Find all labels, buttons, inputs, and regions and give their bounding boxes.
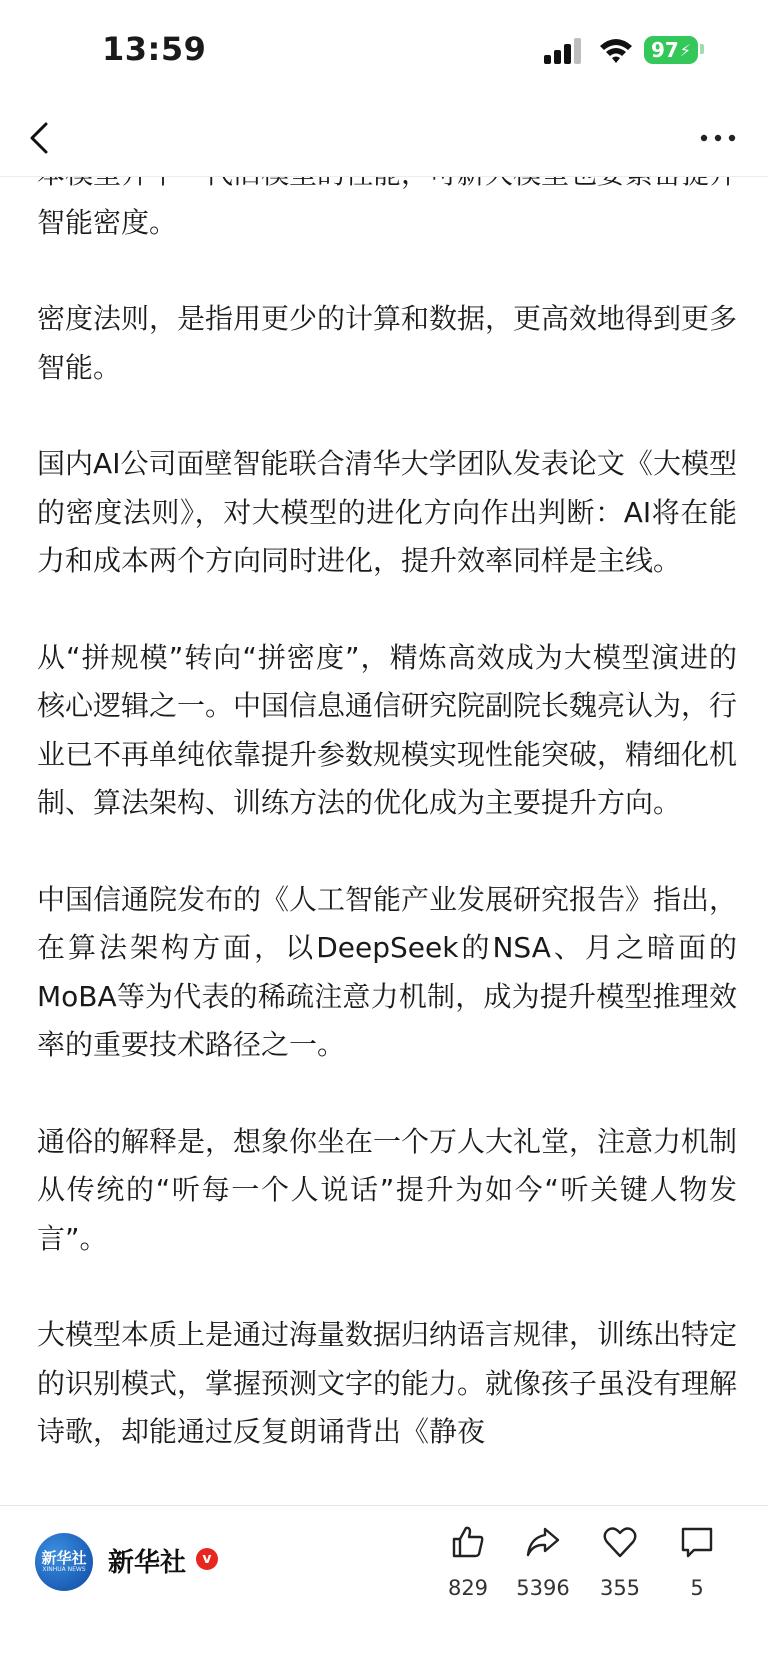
comment-button[interactable] [657,1524,737,1614]
article-body [37,150,737,1505]
article-paragraph: 智能密度。 [37,205,178,239]
article-paragraph: 通俗的解释是，想象你坐在一个万人大礼堂，注意力机制从传统的“听每一个人说话”提升为如今“听关键人物发言”。 [37,1124,738,1255]
battery-level: 97 [650,38,679,62]
share-arrow-icon [525,1524,561,1560]
favorite-button[interactable] [580,1524,660,1614]
article-paragraph: 中国信通院发布的《人工智能产业发展研究报告》指出，在算法架构方面，以DeepSeek的NSA、月之暗面的MoBA等为代表的稀疏注意力机制，成为提升模型推理效率的重要技术路径之一。 [37,882,738,1061]
verified-badge-icon: v [196,1548,218,1570]
heart-icon [602,1524,638,1560]
status-bar [0,0,768,100]
article-paragraph: 国内AI公司面壁智能联合清华大学团队发表论文《大模型的密度法则》，对大模型的进化方向作出判断：AI将在能力和成本两个方向同时进化，提升效率同样是主线。 [37,447,737,577]
battery-indicator [644,36,698,64]
share-count: 5396 [516,1576,570,1600]
back-arrow-icon[interactable] [26,118,56,158]
wifi-icon [598,36,634,64]
thumbs-up-icon [450,1524,486,1560]
share-button[interactable] [503,1524,583,1614]
comment-bubble-icon [679,1524,715,1560]
comment-count: 5 [690,1576,704,1600]
like-button[interactable] [428,1524,508,1614]
author-avatar[interactable] [35,1533,93,1591]
more-options-icon[interactable] [698,128,738,148]
bottom-action-bar [0,1505,768,1666]
battery-cap [700,44,704,54]
like-count: 829 [447,1576,489,1600]
article-paragraph: 从“拼规模”转向“拼密度”，精炼高效成为大模型演进的核心逻辑之一。中国信息通信研究院副院长魏亮认为，行业已不再单纯依靠提升参数规模实现性能突破，精细化机制、算法架构、训练方法的优化成为主要提升方向。 [37,640,738,819]
charging-bolt-icon: ⚡ [679,40,692,60]
article-paragraph: 大模型本质上是通过海量数据归纳语言规律，训练出特定的识别模式，掌握预测文字的能力。就像孩子虽没有理解诗歌，却能通过反复朗诵背出《静夜 [37,1318,738,1448]
status-time: 13:59 [102,30,207,68]
article-paragraph: 密度法则，是指用更少的计算和数据，更高效地得到更多智能。 [37,302,738,384]
author-name[interactable]: 新华社 [108,1548,187,1578]
avatar-logo-subtext: XINHUA NEWS [42,1566,86,1573]
favorite-count: 355 [599,1576,641,1600]
navigation-bar [0,100,768,177]
cellular-signal-icon [544,38,584,64]
avatar-logo-text: 新华社 [41,1549,87,1567]
